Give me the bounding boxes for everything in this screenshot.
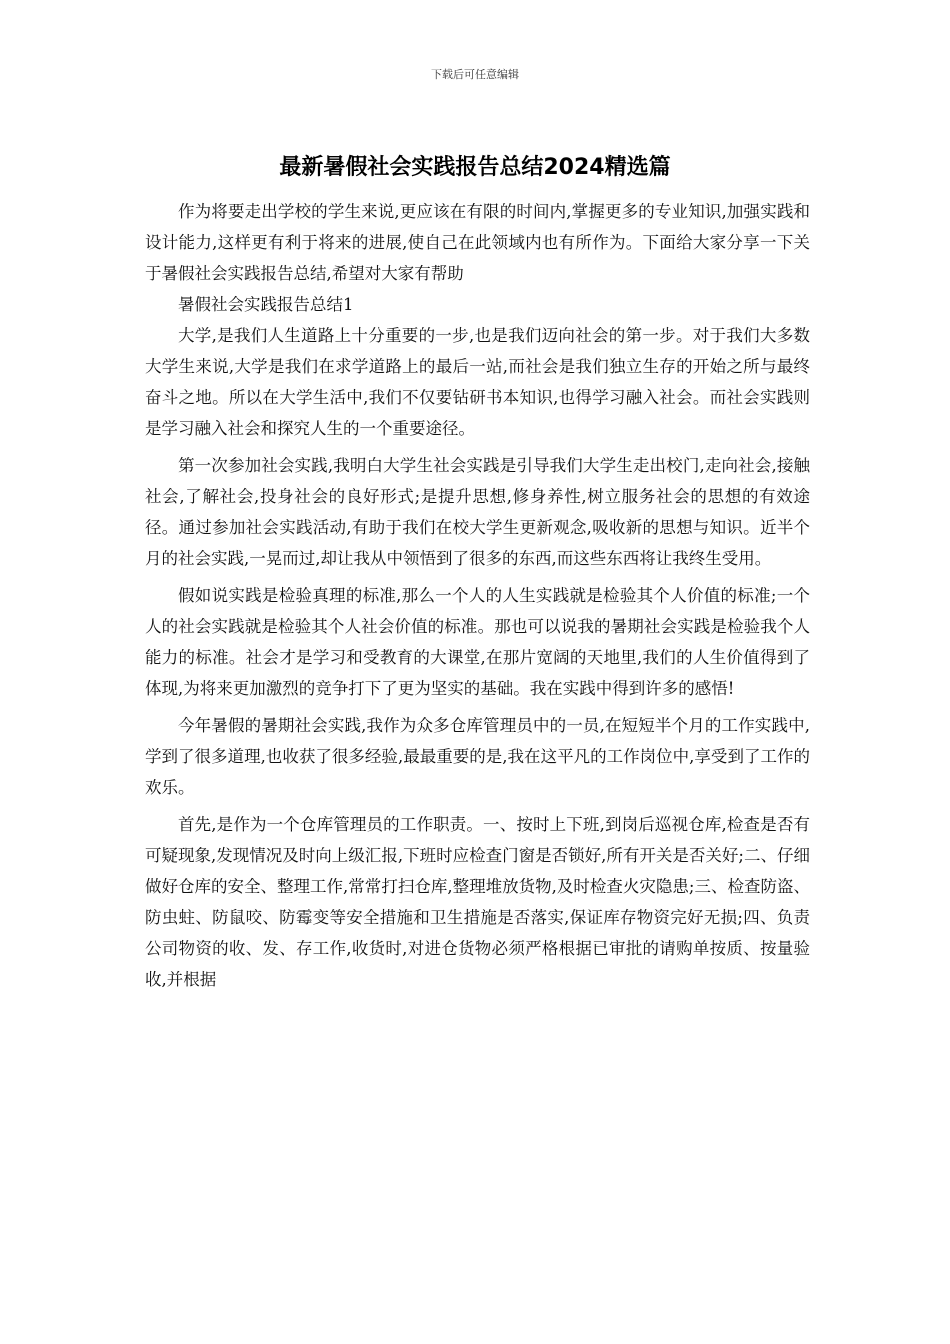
document-title: 最新暑假社会实践报告总结2024精选篇 [279,155,671,180]
body-paragraph: 大学,是我们人生道路上十分重要的一步,也是我们迈向社会的第一步。对于我们大多数大学生来说,大学是我们在求学道路上的最后一站,而社会是我们独立生存的开始之所与最终奋斗之地。所以在大学生活中,我们不仅要钻研书本知识,也得学习融入社会。而社会实践则是学习融入社会和探究人生的一个重要途径。 [145,326,810,438]
body-paragraph: 今年暑假的暑期社会实践,我作为众多仓库管理员中的一员,在短短半个月的工作实践中,学到了很多道理,也收获了很多经验,最最重要的是,我在这平凡的工作岗位中,享受到了工作的欢乐。 [145,716,810,797]
intro-paragraph: 作为将要走出学校的学生来说,更应该在有限的时间内,掌握更多的专业知识,加强实践和设计能力,这样更有利于将来的进展,使自己在此领域内也有所作为。下面给大家分享一下关于暑假社会实践报告总结,希望对大家有帮助 [145,202,810,283]
page-header-note: 下载后可任意编辑 [431,68,519,81]
body-paragraph: 第一次参加社会实践,我明白大学生社会实践是引导我们大学生走出校门,走向社会,接触社会,了解社会,投身社会的良好形式;是提升思想,修身养性,树立服务社会的思想的有效途径。通过参加社会实践活动,有助于我们在校大学生更新观念,吸收新的思想与知识。近半个月的社会实践,一晃而过,却让我从中领悟到了很多的东西,而这些东西将让我终生受用。 [145,456,810,568]
body-paragraph: 首先,是作为一个仓库管理员的工作职责。一、按时上下班,到岗后巡视仓库,检查是否有可疑现象,发现情况及时向上级汇报,下班时应检查门窗是否锁好,所有开关是否关好;二、仔细做好仓库的安全、整理工作,常常打扫仓库,整理堆放货物,及时检查火灾隐患;三、检查防盗、防虫蛀、防鼠咬、防霉变等安全措施和卫生措施是否落实,保证库存物资完好无损;四、负责公司物资的收、发、存工作,收货时,对进仓货物必须严格根据已审批的请购单按质、按量验收,并根据 [145,815,810,989]
body-paragraph: 假如说实践是检验真理的标准,那么一个人的人生实践就是检验其个人价值的标准;一个人的社会实践就是检验其个人社会价值的标准。那也可以说我的暑期社会实践是检验我个人能力的标准。社会才是学习和受教育的大课堂,在那片宽阔的天地里,我们的人生价值得到了体现,为将来更加激烈的竞争打下了更为坚实的基础。我在实践中得到许多的感悟! [145,586,810,698]
section-heading: 暑假社会实践报告总结1 [178,295,354,314]
document-body [145,196,810,995]
